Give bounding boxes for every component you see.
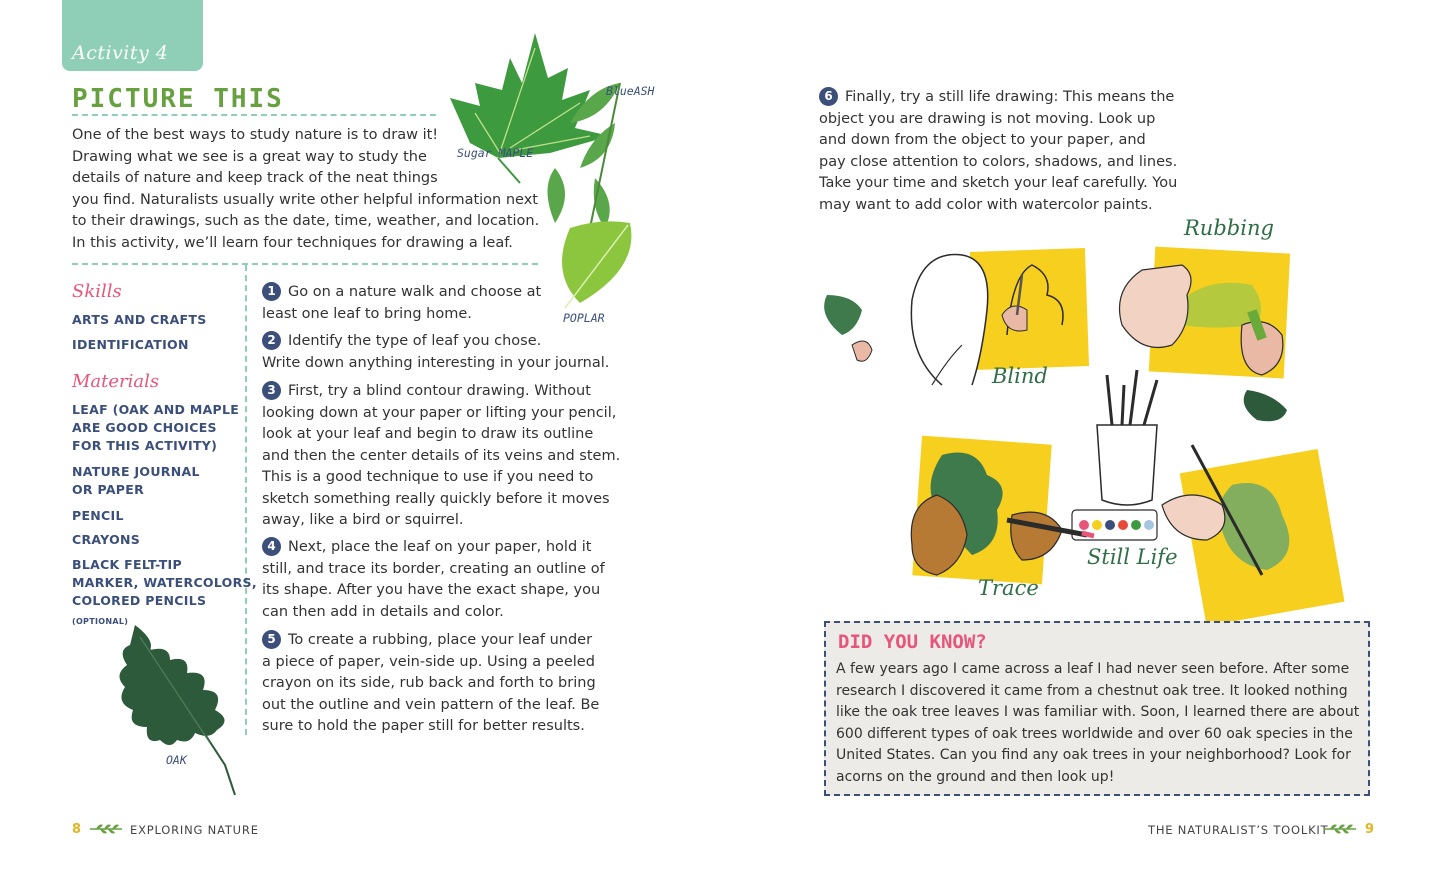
leaf-label-poplar: POPLAR (563, 311, 605, 325)
intro-line: Drawing what we see is a great way to study the (72, 148, 427, 165)
still-life-scene (1162, 390, 1344, 625)
step-text: To create a rubbing, place your leaf under (288, 632, 593, 648)
intro-line: One of the best ways to study nature is to draw it! (72, 127, 439, 143)
step-2 (262, 331, 609, 374)
materials-item: BLACK FELT-TIP MARKER, WATERCOLORS, COLORED PENCILS (72, 557, 257, 608)
materials-heading: Materials (72, 371, 160, 392)
footer-label-right: THE NATURALIST’S TOOLKIT (1148, 823, 1329, 837)
materials-item: PENCIL (72, 508, 124, 523)
blind-drawing-scene (824, 248, 1089, 385)
left-page (0, 0, 722, 891)
materials-item: NATURE JOURNAL OR PAPER (72, 464, 200, 497)
step-text: look at your leaf and begin to draw its outline (262, 426, 594, 442)
did-you-know-line: research I discovered it came from a chestnut oak tree. It looked nothing (836, 682, 1348, 699)
materials-item: LEAF (OAK AND MAPLE ARE GOOD CHOICES FOR THIS ACTIVITY) (72, 402, 240, 453)
step-text: away, like a bird or squirrel. (262, 512, 464, 528)
did-you-know-line: 600 different types of oak trees worldwide and over 60 oak species in the (836, 725, 1353, 742)
leaf-label-oak: OAK (166, 753, 187, 767)
step-text: Next, place the leaf on your paper, hold it (288, 539, 592, 555)
did-you-know-line: acorns on the ground and then look up! (836, 768, 1115, 785)
skill-item: IDENTIFICATION (72, 337, 189, 352)
step-number: 6 (819, 87, 838, 106)
skill-item: ARTS AND CRAFTS (72, 312, 207, 327)
sprig-icon (1322, 822, 1358, 836)
intro-line: you find. Naturalists usually write other helpful information next (72, 191, 538, 208)
step-3 (262, 381, 620, 532)
step-1 (262, 282, 541, 325)
footer-label-left: EXPLORING NATURE (130, 823, 259, 837)
step-text: pay close attention to colors, shadows, and lines. (819, 153, 1178, 170)
did-you-know-body (836, 659, 1361, 788)
intro-line: details of nature and keep track of the neat things (72, 170, 438, 186)
step-text: looking down at your paper or lifting your pencil, (262, 404, 617, 421)
activity-tab-label: Activity 4 (72, 42, 169, 64)
page-number-left: 8 (72, 822, 82, 837)
step-text: can then add in details and color. (262, 603, 504, 620)
label-rubbing: Rubbing (1184, 216, 1274, 240)
label-trace: Trace (978, 576, 1039, 600)
sprig-icon (88, 822, 124, 836)
page-title: PICTURE THIS (72, 84, 284, 114)
step-text: Identify the type of leaf you chose. (288, 333, 542, 349)
intro-divider (72, 263, 538, 265)
step-text: This is a good technique to use if you need to (262, 469, 594, 485)
step-text: First, try a blind contour drawing. Without (288, 383, 591, 399)
poplar-leaf-icon (562, 221, 631, 308)
step-text: and then the center details of its veins and stem. (262, 447, 621, 464)
label-blind: Blind (992, 364, 1048, 388)
did-you-know-line: like the oak tree leaves I was familiar with. Soon, I learned there are about (836, 704, 1360, 720)
intro-line: In this activity, we’ll learn four techniques for drawing a leaf. (72, 234, 513, 251)
did-you-know-box (824, 621, 1370, 796)
did-you-know-line: A few years ago I came across a leaf I had never seen before. After some (836, 661, 1350, 677)
step-text: sketch something really quickly before it moves (262, 490, 610, 507)
step-text: a piece of paper, vein-side up. Using a peeled (262, 653, 595, 670)
step-text: out the outline and vein pattern of the leaf. Be (262, 696, 600, 713)
leaf-label-blue-ash: BlueASH (606, 84, 655, 98)
label-still-life: Still Life (1087, 545, 1178, 569)
step-text: may want to add color with watercolor paints. (819, 196, 1153, 213)
step-4 (262, 537, 605, 623)
step-text: Take your time and sketch your leaf carefully. You (819, 175, 1178, 191)
skills-heading: Skills (72, 281, 122, 302)
step-number: 2 (262, 331, 281, 350)
step-5 (262, 630, 599, 738)
did-you-know-title: DID YOU KNOW? (838, 631, 987, 653)
activity-tab (62, 0, 203, 71)
rubbing-scene (1120, 247, 1291, 379)
step-text: Write down anything interesting in your journal. (262, 354, 610, 371)
step-text: crayon on its side, rub back and forth to bring (262, 675, 596, 691)
step-number: 1 (262, 282, 281, 301)
step-6 (819, 87, 1177, 216)
step-text: Finally, try a still life drawing: This means the (845, 89, 1175, 105)
step-text: least one leaf to bring home. (262, 305, 472, 322)
title-divider (72, 114, 436, 116)
step-text: sure to hold the paper still for better results. (262, 718, 585, 734)
step-text: still, and trace its border, creating an outline of (262, 560, 605, 577)
step-text: object you are drawing is not moving. Look up (819, 110, 1156, 127)
step-number: 5 (262, 630, 281, 649)
materials-optional: (OPTIONAL) (72, 617, 129, 626)
step-number: 4 (262, 537, 281, 556)
right-page (722, 0, 1444, 891)
step-number: 3 (262, 381, 281, 400)
step-text: Go on a nature walk and choose at (288, 284, 542, 300)
page-number-right: 9 (1365, 822, 1375, 837)
brush-cup-icon (1097, 370, 1157, 505)
did-you-know-line: United States. Can you find any oak trees in your neighborhood? Look for (836, 747, 1351, 763)
step-text: its shape. After you have the exact shape, you (262, 582, 601, 598)
step-text: and down from the object to your paper, and (819, 132, 1146, 148)
materials-item: CRAYONS (72, 532, 141, 547)
trace-scene (911, 436, 1094, 585)
intro-line: to their drawings, such as the date, time, weather, and location. (72, 213, 540, 229)
oak-leaf-icon (115, 615, 250, 805)
leaf-label-sugar-maple: Sugar MAPLE (457, 146, 534, 160)
